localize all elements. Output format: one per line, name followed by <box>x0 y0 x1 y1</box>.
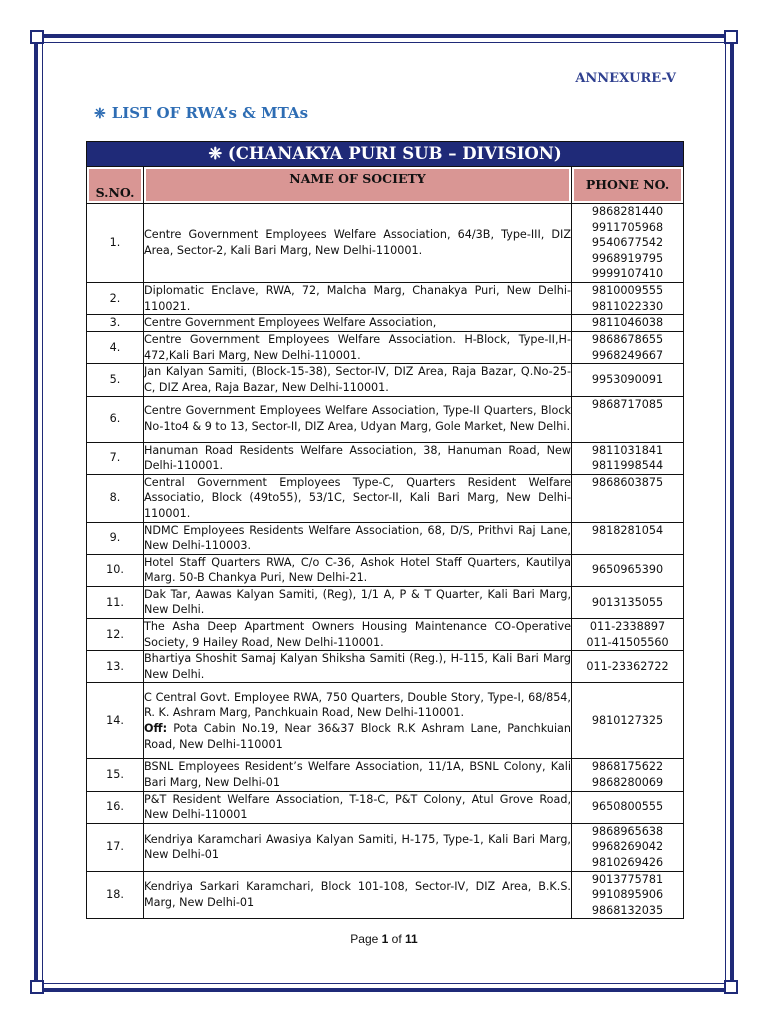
phone-number: 9968919795 <box>591 251 664 265</box>
society-name-text: BSNL Employees Resident’s Welfare Association, 11/1A, BSNL Colony, Kali Bari Marg, New Delhi-01 <box>144 760 571 790</box>
phone-number: 011-23362722 <box>586 660 669 674</box>
row-sno: 7. <box>87 442 144 474</box>
table-row <box>87 871 684 919</box>
row-society-name <box>144 683 572 759</box>
row-sno: 11. <box>87 586 144 618</box>
row-sno: 3. <box>87 315 144 332</box>
phone-number: 011-2338897 <box>589 620 666 634</box>
society-name-text: Jan Kalyan Samiti, (Block-15-38), Sector-IV, DIZ Area, Raja Bazar, Q.No-25-C, DIZ Area, Raja Bazar, New Delhi-110001. <box>144 365 571 394</box>
phone-number: 9810009555 <box>591 283 664 297</box>
table-row <box>87 332 684 364</box>
phone-number: 9811998544 <box>591 459 664 473</box>
snowflake-bullet-icon: ❈ <box>94 106 106 122</box>
phone-number: 9868132035 <box>591 903 664 917</box>
phone-number: 9810269426 <box>591 856 664 869</box>
banner-title: (CHANAKYA PURI SUB – DIVISION) <box>227 144 562 164</box>
row-society-name <box>144 619 572 651</box>
society-name-text: Kendriya Sarkari Karamchari, Block 101-108, Sector-IV, DIZ Area, B.K.S. Marg, New Delhi-01 <box>144 880 571 909</box>
society-name-text: Kendriya Karamchari Awasiya Kalyan Samiti, H-175, Type-1, Kali Bari Marg, New Delhi-01 <box>144 832 571 862</box>
society-name-text: Centre Government Employees Welfare Association, <box>144 316 437 330</box>
table-row <box>87 204 684 283</box>
row-phone-numbers <box>572 619 684 651</box>
rwa-table <box>86 141 684 919</box>
row-sno: 1. <box>87 204 144 283</box>
row-sno: 12. <box>87 619 144 651</box>
row-sno: 18. <box>87 871 144 919</box>
society-name-text: Centre Government Employees Welfare Association. H-Block, Type-II,H-472,Kali Bari Marg, New Delhi-110001. <box>144 333 571 362</box>
society-name-text: C Central Govt. Employee RWA, 750 Quarters, Double Story, Type-I, 68/854, R. K. Ashram Marg, Panchkuain Road, New Delhi-110001. <box>144 690 571 720</box>
row-society-name <box>144 759 572 791</box>
row-society-name <box>144 554 572 586</box>
row-phone-numbers <box>572 332 684 364</box>
footer-page-number: 1 <box>381 932 389 946</box>
row-phone-numbers <box>572 204 684 283</box>
phone-number: 9868965638 <box>591 824 664 838</box>
row-society-name <box>144 651 572 683</box>
phone-number: 9868717085 <box>591 397 664 411</box>
row-sno: 2. <box>87 282 144 314</box>
column-header-phone: PHONE NO. <box>572 167 684 204</box>
row-phone-numbers <box>572 791 684 823</box>
row-sno: 17. <box>87 823 144 871</box>
phone-number: 9818281054 <box>591 523 664 537</box>
society-name-text: Bhartiya Shoshit Samaj Kalyan Shiksha Samiti (Reg.), H-115, Kali Bari Marg New Delhi. <box>144 652 571 681</box>
row-phone-numbers <box>572 315 684 332</box>
row-phone-numbers <box>572 554 684 586</box>
row-society-name <box>144 332 572 364</box>
border-corner-ornament <box>724 30 738 44</box>
row-society-name <box>144 396 572 442</box>
footer-page-label: Page <box>350 932 379 946</box>
row-phone-numbers <box>572 364 684 396</box>
row-sno: 10. <box>87 554 144 586</box>
phone-number: 9968269042 <box>591 840 664 854</box>
table-row <box>87 791 684 823</box>
row-phone-numbers <box>572 823 684 871</box>
row-phone-numbers <box>572 442 684 474</box>
row-society-name <box>144 586 572 618</box>
society-name-text: Central Government Employees Type-C, Quarters Resident Welfare Associatio, Block (49to55), 53/1C, Sector-II, Kali Bari Marg, New Delhi-110001. <box>144 475 571 520</box>
office-address-text: Pota Cabin No.19, Near 36&37 Block R.K Ashram Lane, Panchkuian Road, New Delhi-110001 <box>144 721 571 751</box>
society-name-text: The Asha Deep Apartment Owners Housing Maintenance CO-Operative Society, 9 Hailey Road, New Delhi-110001. <box>144 620 571 649</box>
phone-number: 9911705968 <box>591 220 664 234</box>
table-row <box>87 554 684 586</box>
row-phone-numbers <box>572 282 684 314</box>
row-sno: 5. <box>87 364 144 396</box>
footer-of-label: of <box>391 932 402 946</box>
society-name-text: Centre Government Employees Welfare Association, Type-II Quarters, Block No-1to4 & 9 to 13, Sector-II, DIZ Area, Udyan Marg, Gole Market, New Delhi. <box>144 404 571 434</box>
phone-number: 9999107410 <box>591 267 664 281</box>
column-header-sno: S.NO. <box>87 167 144 204</box>
table-row <box>87 522 684 554</box>
row-phone-numbers <box>572 871 684 919</box>
phone-number: 9953090091 <box>591 373 664 387</box>
table-row <box>87 586 684 618</box>
phone-number: 9540677542 <box>591 236 664 250</box>
phone-number: 9650800555 <box>591 800 664 814</box>
society-name-text: NDMC Employees Residents Welfare Association, 68, D/S, Prithvi Raj Lane, New Delhi-110003. <box>144 523 571 553</box>
row-phone-numbers <box>572 683 684 759</box>
society-name-text: Diplomatic Enclave, RWA, 72, Malcha Marg, Chanakya Puri, New Delhi-110021. <box>144 283 571 313</box>
row-society-name <box>144 474 572 522</box>
row-society-name <box>144 823 572 871</box>
border-corner-ornament <box>30 30 44 44</box>
row-society-name <box>144 791 572 823</box>
society-name-text: Hanuman Road Residents Welfare Association, 38, Hanuman Road, New Delhi-110001. <box>144 443 571 473</box>
office-address-label: Off: <box>144 721 168 735</box>
table-row <box>87 823 684 871</box>
snowflake-bullet-icon: ❈ <box>208 144 223 164</box>
phone-number: 9650965390 <box>591 563 664 577</box>
table-row <box>87 282 684 314</box>
phone-number: 9811031841 <box>591 443 664 457</box>
column-header-name: NAME OF SOCIETY <box>144 167 572 204</box>
row-phone-numbers <box>572 474 684 522</box>
row-phone-numbers <box>572 522 684 554</box>
phone-number: 9810127325 <box>591 714 664 728</box>
phone-number: 9013775781 <box>591 872 664 886</box>
table-row <box>87 759 684 791</box>
phone-number: 9811022330 <box>591 299 664 313</box>
row-sno: 6. <box>87 396 144 442</box>
footer-page-total: 11 <box>405 932 418 946</box>
table-banner <box>87 142 684 167</box>
phone-number: 9910895906 <box>591 888 664 902</box>
table-row <box>87 364 684 396</box>
row-society-name <box>144 364 572 396</box>
row-sno: 9. <box>87 522 144 554</box>
table-row <box>87 442 684 474</box>
table-row <box>87 651 684 683</box>
society-name-text: Hotel Staff Quarters RWA, C/o C-36, Ashok Hotel Staff Quarters, Kautilya Marg. 50-B Chankya Puri, New Delhi-21. <box>144 555 571 585</box>
phone-number: 011-41505560 <box>586 635 669 649</box>
table-row <box>87 396 684 442</box>
society-name-text: Centre Government Employees Welfare Association, 64/3B, Type-III, DIZ Area, Sector-2, Kali Bari Marg, New Delhi-110001. <box>144 228 571 257</box>
row-society-name <box>144 522 572 554</box>
row-society-name <box>144 871 572 919</box>
table-row <box>87 683 684 759</box>
row-phone-numbers <box>572 396 684 442</box>
row-sno: 8. <box>87 474 144 522</box>
phone-number: 9868175622 <box>591 760 664 774</box>
annexure-label: ANNEXURE-V <box>575 71 676 86</box>
phone-number: 9868603875 <box>591 475 664 489</box>
border-corner-ornament <box>724 980 738 994</box>
row-sno: 4. <box>87 332 144 364</box>
row-society-name <box>144 442 572 474</box>
row-phone-numbers <box>572 586 684 618</box>
table-row <box>87 474 684 522</box>
border-corner-ornament <box>30 980 44 994</box>
row-society-name <box>144 282 572 314</box>
row-society-name <box>144 204 572 283</box>
table-row <box>87 315 684 332</box>
society-name-text: P&T Resident Welfare Association, T-18-C, P&T Colony, Atul Grove Road, New Delhi-110001 <box>144 792 571 822</box>
phone-number: 9868678655 <box>591 333 664 347</box>
row-sno: 14. <box>87 683 144 759</box>
phone-number: 9868280069 <box>591 776 664 790</box>
row-phone-numbers <box>572 651 684 683</box>
phone-number: 9968249667 <box>591 348 664 362</box>
phone-number: 9868281440 <box>591 205 664 218</box>
row-sno: 16. <box>87 791 144 823</box>
list-title <box>94 104 308 122</box>
phone-number: 9013135055 <box>591 595 664 609</box>
row-society-name <box>144 315 572 332</box>
page-footer <box>0 932 768 946</box>
list-title-text: LIST OF RWA’s & MTAs <box>111 104 309 122</box>
row-sno: 13. <box>87 651 144 683</box>
society-name-text: Dak Tar, Aawas Kalyan Samiti, (Reg), 1/1 A, P & T Quarter, Kali Bari Marg, New Delhi. <box>144 587 571 617</box>
row-sno: 15. <box>87 759 144 791</box>
table-row <box>87 619 684 651</box>
phone-number: 9811046038 <box>591 316 664 330</box>
row-phone-numbers <box>572 759 684 791</box>
